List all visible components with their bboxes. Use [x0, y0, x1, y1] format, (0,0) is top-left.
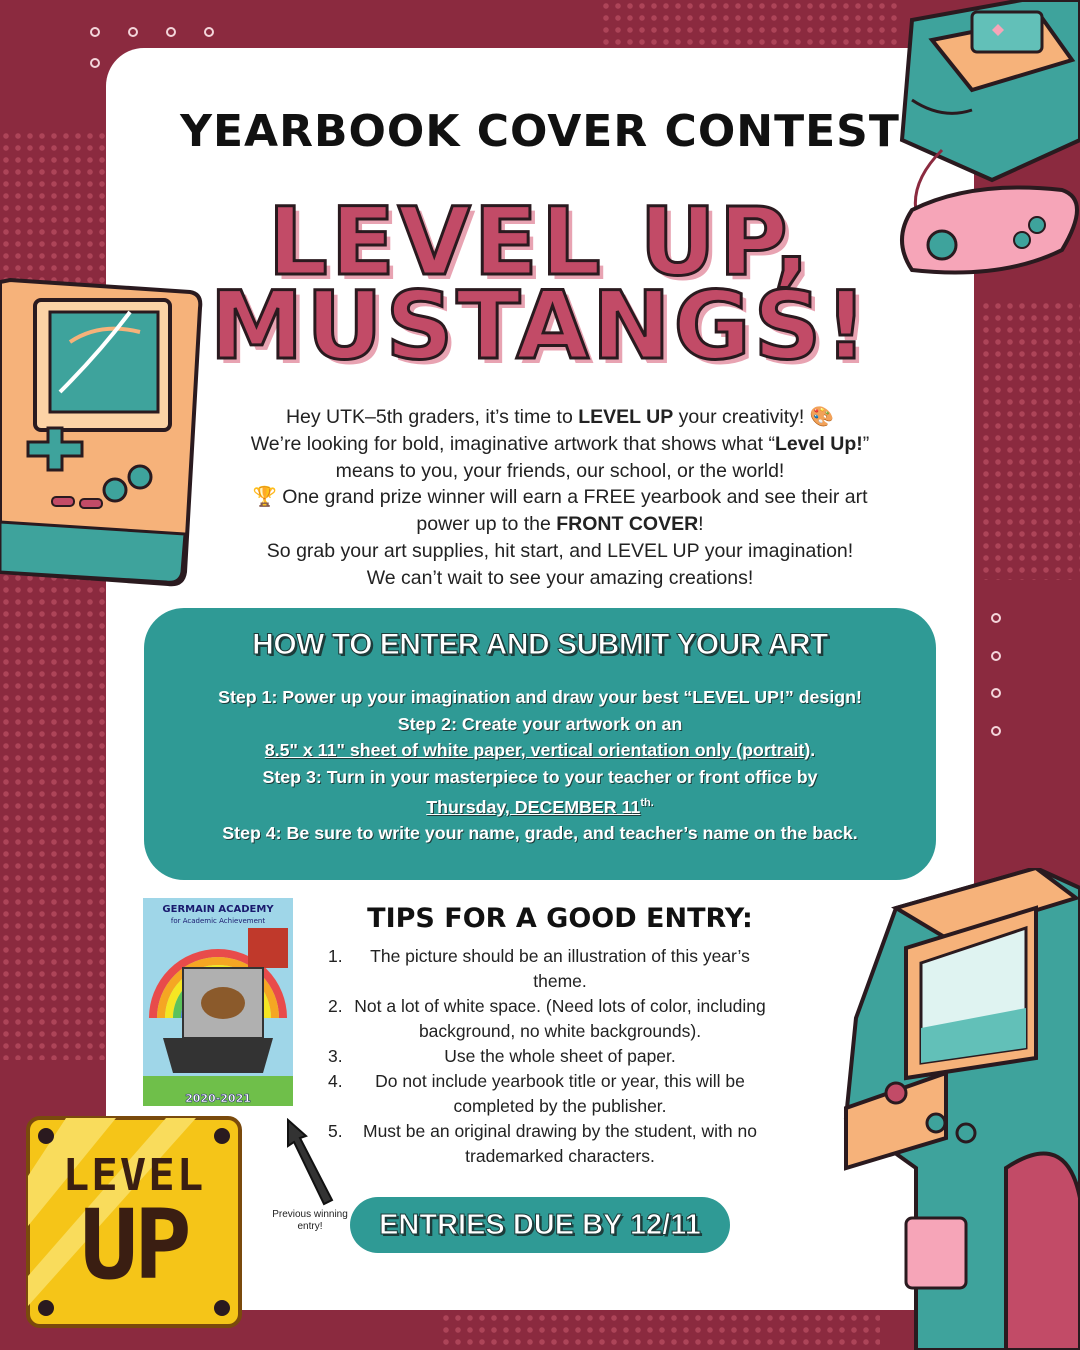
previous-winning-entry-image [143, 898, 293, 1106]
headline-line-2: MUSTANGS! [209, 272, 871, 381]
how-to-enter-title: HOW TO ENTER AND SUBMIT YOUR ART [252, 628, 828, 661]
how-to-enter-panel [144, 608, 936, 880]
arcade-machine-illustration [836, 868, 1080, 1350]
headline-line-1: LEVEL UP, [267, 188, 813, 297]
svg-text:for Academic Achievement: for Academic Achievement [170, 917, 266, 925]
step-3: Step 3: Turn in your masterpiece to your teacher or front office by [262, 766, 818, 787]
halftone-pattern [440, 1312, 880, 1350]
tip-item: 2. Not a lot of white space. (Need lots of color, including background, no white backgrounds). [328, 996, 766, 1041]
tips-list [322, 944, 772, 1169]
tip-item: 5. Must be an original drawing by the student, with no trademarked characters. [328, 1121, 757, 1166]
svg-text:GERMAIN ACADEMY: GERMAIN ACADEMY [162, 904, 274, 915]
step-3-date: Thursday, DECEMBER $11^{th.}$ [426, 796, 654, 817]
winning-entry-caption: Previous winning entry! [272, 1209, 348, 1232]
tip-item: 4. Do not include yearbook title or year, this will be completed by the publisher. [328, 1071, 745, 1116]
contest-title: YEARBOOK COVER CONTEST [180, 106, 900, 157]
tip-item: 1. The picture should be an illustration of this year’s theme. [328, 946, 750, 991]
intro-paragraph: Hey UTK–5th graders, it’s time to LEVEL UP your creativity! 🎨 We’re looking for bold, imaginative artwork that shows what “Level Up!” means to you, your friends, our school, or the world! 🏆 One grand prize winner will earn a FREE yearbook and see their art power up to the FRONT COVER! So grab your art supplies, hit start, and LEVEL UP your imagination! We can’t wait to see your amazing creations! [250, 406, 870, 589]
tip-item: 3. Use the whole sheet of paper. [328, 1046, 676, 1066]
steps-list [164, 684, 916, 847]
tips-title: TIPS FOR A GOOD ENTRY: [367, 903, 753, 934]
halftone-pattern [600, 0, 900, 45]
entries-due-badge: ENTRIES DUE BY 12/11 [350, 1197, 730, 1253]
level-up-word-1: LEVEL [62, 1150, 206, 1201]
svg-text:2020-2021: 2020-2021 [185, 1092, 251, 1105]
step-2: Step 2: Create your artwork on an [397, 713, 683, 734]
step-1: Step 1: Power up your imagination and draw your best “LEVEL UP!” design! [218, 687, 862, 707]
halftone-pattern [0, 560, 110, 1060]
step-2-detail: 8.5" x 11" sheet of white paper, vertical orientation only (portrait). [264, 740, 816, 760]
step-4: Step 4: Be sure to write your name, grade, and teacher’s name on the back. [222, 823, 858, 844]
level-up-word-2: UP [80, 1189, 188, 1301]
